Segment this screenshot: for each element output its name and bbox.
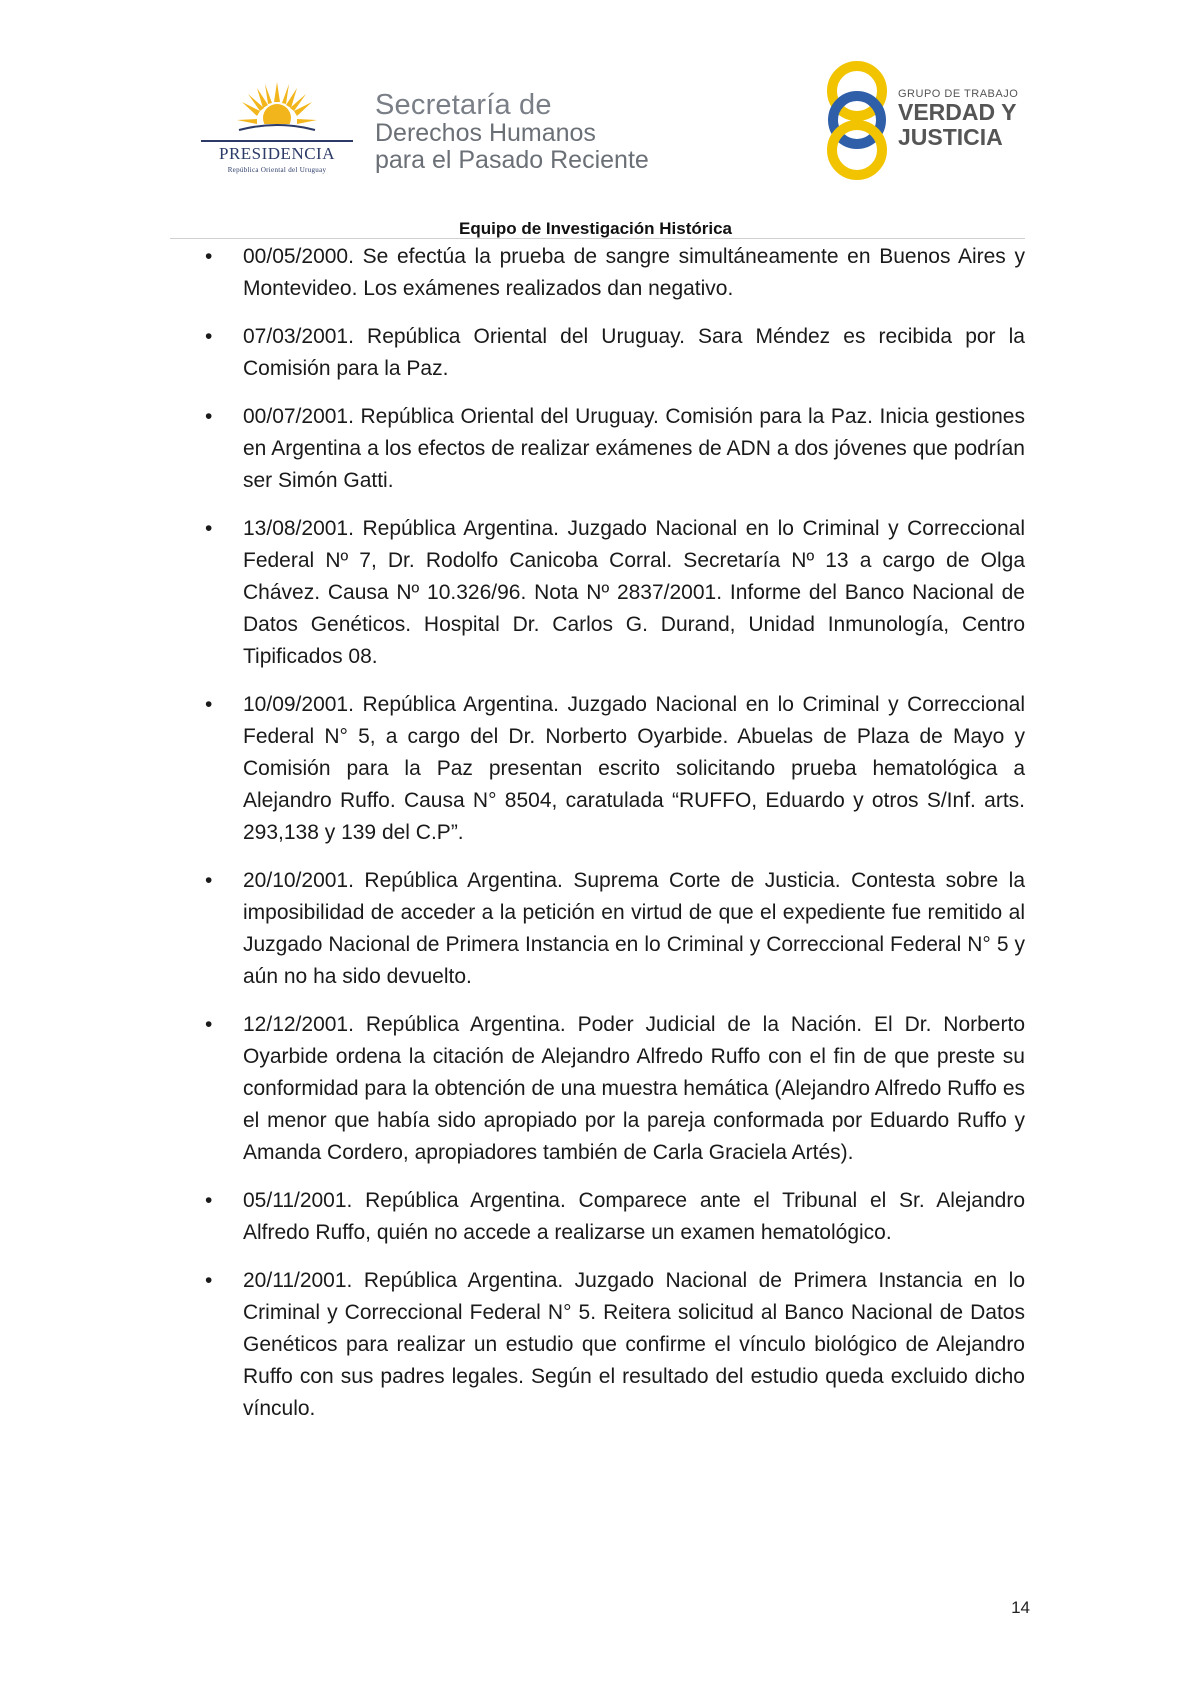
secretaria-line-2: Derechos Humanos — [375, 119, 596, 147]
bullet: • — [205, 1189, 213, 1212]
header-divider — [170, 238, 1025, 239]
presidencia-rule — [201, 140, 353, 142]
list-item — [205, 1009, 1025, 1169]
list-item-text: 00/07/2001. República Oriental del Uruguay. Comisión para la Paz. Inicia gestiones en Argentina a los efectos de realizar exámenes de ADN a dos jóvenes que podrían ser Simón Gatti. — [243, 405, 1025, 492]
vj-line-2: VERDAD Y — [898, 99, 1017, 125]
secretaria-logo-text — [375, 90, 649, 174]
list-item — [205, 321, 1025, 385]
list-item-text: 20/11/2001. República Argentina. Juzgado Nacional de Primera Instancia en lo Criminal y Correccional Federal N° 5. Reitera solicitud al Banco Nacional de Datos Genéticos para realizar un estudio que confirme el vínculo biológico de Alejandro Ruffo con sus padres legales. Según el resultado del estudio queda excluido dicho vínculo. — [243, 1269, 1025, 1420]
bullet: • — [205, 693, 213, 716]
page-header — [0, 0, 1191, 250]
presidencia-logo — [197, 80, 357, 180]
list-item — [205, 689, 1025, 849]
bullet: • — [205, 405, 213, 428]
team-title: Equipo de Investigación Histórica — [459, 219, 732, 238]
linked-rings-icon — [822, 58, 892, 183]
list-item-text: 05/11/2001. República Argentina. Comparece ante el Tribunal el Sr. Alejandro Alfredo Ruffo, quién no accede a realizarse un examen hematológico. — [243, 1189, 1025, 1244]
presidencia-subtitle: República Oriental del Uruguay — [227, 166, 327, 174]
list-item — [205, 513, 1025, 673]
list-item-text: 10/09/2001. República Argentina. Juzgado Nacional en lo Criminal y Correccional Federal N° 5, a cargo del Dr. Norberto Oyarbide. Abuelas de Plaza de Mayo y Comisión para la Paz presentan escrito solicitando prueba hematológica a Alejandro Ruffo. Causa N° 8504, caratulada “RUFFO, Eduardo y otros S/Inf. arts. 293,138 y 139 del C.P”. — [243, 693, 1025, 844]
list-item — [205, 865, 1025, 993]
presidencia-title: PRESIDENCIA — [218, 144, 335, 163]
list-item-text: 07/03/2001. República Oriental del Uruguay. Sara Méndez es recibida por la Comisión para la Paz. — [243, 325, 1025, 380]
list-item-text: 00/05/2000. Se efectúa la prueba de sangre simultáneamente en Buenos Aires y Montevideo. Los exámenes realizados dan negativo. — [243, 245, 1025, 300]
list-item — [205, 1265, 1025, 1425]
bullet: • — [205, 869, 213, 892]
verdad-justicia-logo — [822, 58, 1022, 183]
bullet: • — [205, 1269, 213, 1292]
page-number: 14 — [1011, 1598, 1030, 1617]
bullet: • — [205, 245, 213, 268]
vj-line-3: JUSTICIA — [898, 124, 1003, 150]
vj-line-1: GRUPO DE TRABAJO — [898, 88, 1019, 100]
list-item-text: 20/10/2001. República Argentina. Suprema Corte de Justicia. Contesta sobre la imposibilidad de acceder a la petición en virtud de que el expediente fue remitido al Juzgado Nacional de Primera Instancia en lo Criminal y Correccional Federal N° 5 y aún no ha sido devuelto. — [243, 869, 1025, 988]
list-item — [205, 401, 1025, 497]
chronology-list — [205, 241, 1025, 1441]
bullet: • — [205, 517, 213, 540]
list-item-text: 12/12/2001. República Argentina. Poder Judicial de la Nación. El Dr. Norberto Oyarbide ordena la citación de Alejandro Alfredo Ruffo con el fin de que preste su conformidad para la obtención de una muestra hemática (Alejandro Alfredo Ruffo es el menor que había sido apropiado por la pareja conformada por Eduardo Ruffo y Amanda Cordero, apropiadores también de Carla Graciela Artés). — [243, 1013, 1025, 1164]
secretaria-line-1: Secretaría de — [375, 89, 552, 121]
list-item-text: 13/08/2001. República Argentina. Juzgado Nacional en lo Criminal y Correccional Federal Nº 7, Dr. Rodolfo Canicoba Corral. Secretaría Nº 13 a cargo de Olga Chávez. Causa Nº 10.326/96. Nota Nº 2837/2001. Informe del Banco Nacional de Datos Genéticos. Hospital Dr. Carlos G. Durand, Unidad Inmunología, Centro Tipificados 08. — [243, 517, 1025, 668]
secretaria-line-3: para el Pasado Reciente — [375, 146, 649, 174]
bullet: • — [205, 325, 213, 348]
list-item — [205, 241, 1025, 305]
sun-icon — [237, 80, 317, 140]
bullet: • — [205, 1013, 213, 1036]
list-item — [205, 1185, 1025, 1249]
